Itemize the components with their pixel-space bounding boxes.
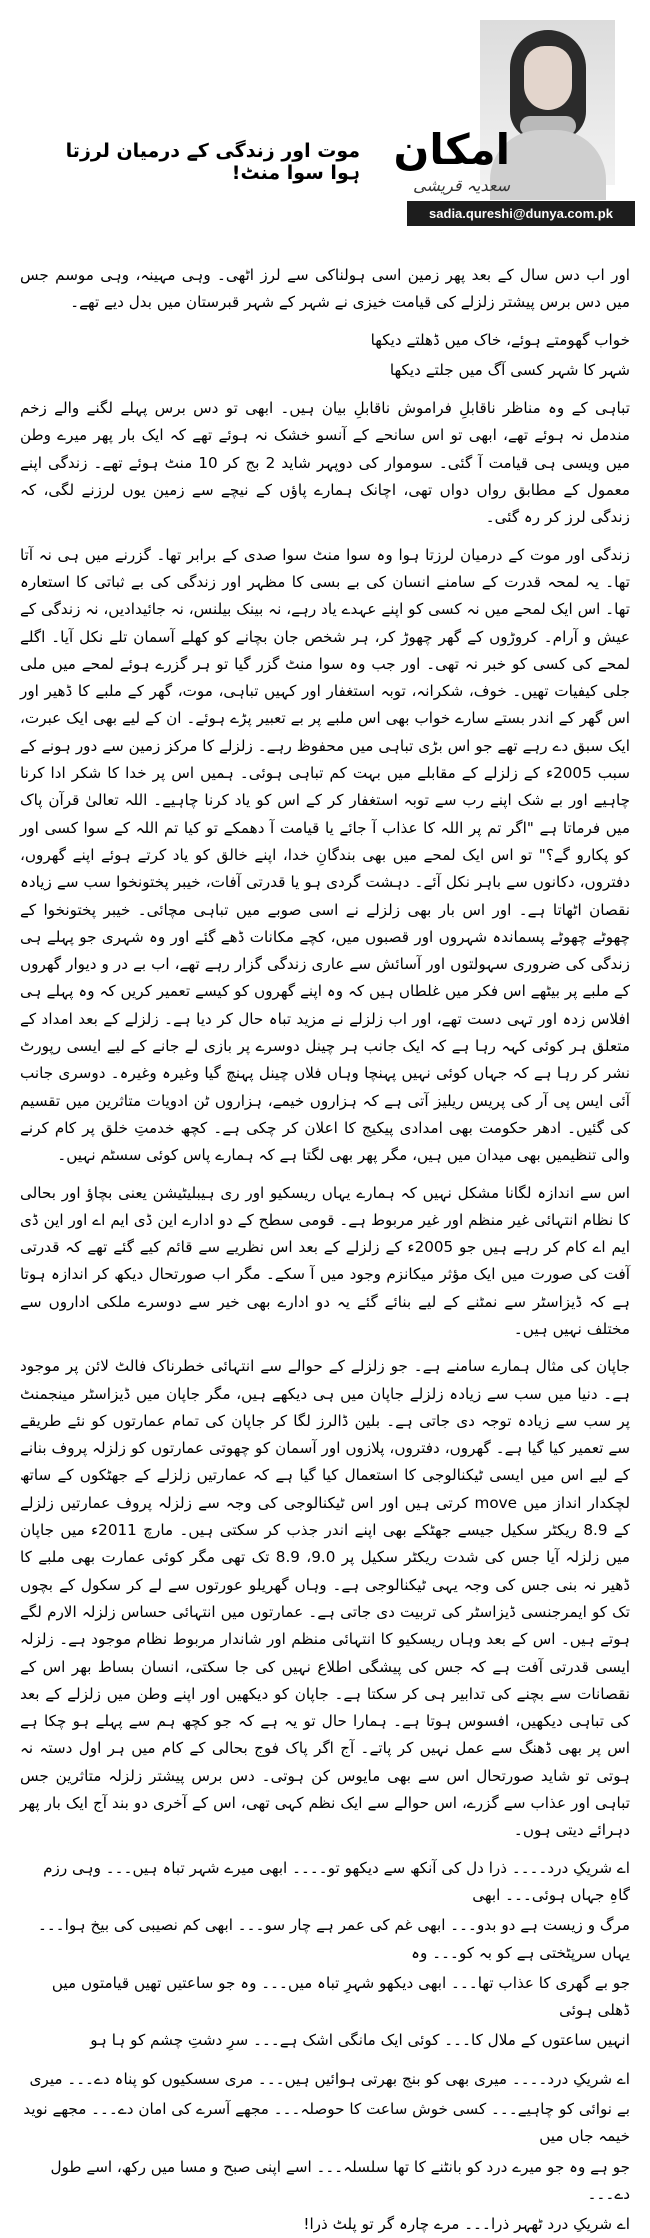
paragraph: اس سے اندازہ لگانا مشکل نہیں کہ ہمارے یہاں ریسکیو اور ری ہیبلیٹیشن یعنی بچاؤ اور بحالی کا نظام انتہائی غیر منظم اور غیر مربوط ہے۔ قومی سطح کے دو ادارے این ڈی ایم اے اور این ڈی ایم اے کام کر رہے ہیں جو 2005ء کے زلزلے کے بعد اس نظریے سے قائم کیے گئے تھے کہ قدرتی آفت کی صورت میں ایک مؤثر میکانزم وجود میں آ سکے۔ مگر اب صورتحال دیکھ کر اندازہ ہوتا ہے کہ ڈیزاسٹر سے نمٹنے کے لیے بنائے گئے یہ دو ادارے بھی خیر سے دوسرے ملکی اداروں سے مختلف نہیں ہیں۔ (20, 1183, 631, 1338)
writer-email[interactable]: sadia.qureshi@dunya.com.pk (407, 201, 635, 226)
column-brand: امکان (393, 125, 510, 174)
poem-stanza (20, 1855, 630, 2055)
paragraph: تباہی کے وہ مناظر ناقابلِ فراموش ناقابلِ بیان ہیں۔ ابھی تو دس برس پہلے لگنے والے زخم مندمل نہ ہوئے تھے، ابھی تو اس سانحے کے آنسو خشک نہ ہوئے تھے کہ ایک بار پھر میرے وطن میں ویسی ہی قیامت آ گئی۔ سوموار کی دوپہر شاید 2 بج کر 10 منٹ ہوئے تھے۔ زندگی اپنے معمول کے مطابق رواں دواں تھی، اچانک ہمارے پاؤں کے نیچے سے زمین یوں لرزنے لگی، کہ زندگی لرز کر رہ گئی۔ (20, 399, 630, 527)
photo-face (524, 46, 572, 110)
verse-line: خواب گھومتے ہوئے، خاک میں ڈھلتے دیکھا (370, 330, 630, 349)
poem-line: اے شریکِ درد۔۔۔۔ میری بھی کو بنج بھرتی ہوائیں ہیں۔۔۔ مری سسکیوں کو پناہ دے۔۔۔ میری (29, 2069, 630, 2088)
paragraph: زندگی اور موت کے درمیان لرزتا ہوا وہ سوا منٹ سوا صدی کے برابر تھا۔ گزرنے میں ہی نہ آتا تھا۔ یہ لمحہ قدرت کے سامنے انسان کی بے بسی کا مظہر اور زندگی کی بے ثباتی کا استعارہ تھا۔ اس ایک لمحے میں نہ کسی کو اپنے عہدے یاد رہے، نہ بینک بیلنس، نہ جائیدادیں، نہ زندگی کے عیش و آرام۔ کروڑوں کے گھر چھوڑ کر، ہر شخص جان بچانے کو کھلے آسمان تلے نکل آیا۔ اگلے لمحے کی کسی کو خبر نہ تھی۔ اور جب وہ سوا منٹ گزر گیا تو ہر گزرے ہوئے لمحے میں ملی جلی کیفیات تھیں۔ خوف، شکرانہ، توبہ استغفار اور کہیں تباہی، موت، گھر کے ملبے کا ڈھیر اور اس گھر کے اندر بستے سارے خواب بھی اس ملبے پر بے تعبیر پڑے ہوئے۔ ان کے لیے بھی ایک عبرت، ایک سبق دے رہے تھے جو اس بڑی تباہی میں محفوظ رہے۔ زلزلے کا مرکز زمین سے دور ہونے کے سبب 2005ء کے زلزلے کے مقابلے میں بہت کم تباہی ہوئی۔ ہمیں اس پر خدا کا شکر ادا کرنا چاہیے اور بے شک اپنے رب سے توبہ استغفار کر کے اس کو یاد کرنا چاہیے۔ اللہ تعالیٰ قرآن پاک میں فرماتا ہے "اگر تم پر اللہ کا عذاب آ جائے یا قیامت آ دھمکے تو کیا تم اللہ کے سوا کسی اور کو پکارو گے؟" تو اس ایک لمحے میں بھی بندگانِ خدا، اپنے خالق کو یاد کرتے ہوئے اپنے گھروں، دفتروں، دکانوں سے باہر نکل آئے۔ دہشت گردی ہو یا قدرتی آفات، خیبر پختونخوا سب سے زیادہ نقصان اٹھاتا ہے۔ اور اس بار بھی زلزلے نے اسی صوبے میں تباہی مچائی۔ خیبر پختونخوا کے چھوٹے چھوٹے پسماندہ شہروں اور قصبوں میں، کچے مکانات ڈھے گئے اور وہ شہری جو پہلے ہی زندگی کی ضروری سہولتوں اور آسائش سے عاری زندگی گزار رہے تھے، اب بے در و دیوار گھروں کے ملبے پر بیٹھے اس فکر میں غلطاں ہیں کہ وہ اپنے گھروں کو کیسے تعمیر کریں کہ وہ پہلے ہی افلاس زدہ اور تہی دست تھے، اور اب زلزلے نے مزید تباہ حال کر دیا ہے۔ زلزلے کے بعد امداد کے متعلق ہر کوئی کہہ رہا ہے کہ ایک جانب ہر چینل دوسرے پر بازی لے جانے کے لیے ایسی رپورٹ نشر کر رہا ہے کہ جہاں کوئی نہیں پہنچا وہاں فلاں چینل پہنچ گیا وغیرہ وغیرہ۔ دوسری جانب آئی ایس پی آر کی پریس ریلیز آتی ہے کہ ہزاروں خیمے، ہزاروں ٹن ادویات متاثرین میں تقسیم کی گئیں۔ ادھر حکومت بھی امدادی پیکیج کا اعلان کر چکی ہے۔ کچھ خدمتِ خلق پر کام کرنے والی تنظیمیں بھی میدان میں ہیں، مگر پھر بھی لگتا ہے کہ ہمارے پاس کوئی سسٹم نہیں۔ (20, 545, 630, 1165)
verse-couplet (20, 327, 630, 385)
poem-line: جو ہے وہ جو میرے درد کو بانٹنے کا تھا سلسلہ۔۔۔ اسے اپنی صبح و مسا میں رکھ، اسے طول دے۔۔۔ (50, 2157, 630, 2203)
column-header (0, 0, 650, 240)
writer-name: سعدیہ قریشی (413, 176, 510, 195)
paragraph: اور اب دس سال کے بعد پھر زمین اسی ہولناکی سے لرز اٹھی۔ وہی مہینہ، وہی موسم جس میں دس برس پیشتر زلزلے کی قیامت خیزی نے شہر کے شہر قبرستان میں بدل دیے تھے۔ (20, 266, 630, 312)
poem-line: اے شریکِ درد ٹھہر ذرا۔۔۔ مرے چارہ گر تو پلٹ ذرا! (303, 2215, 630, 2234)
article-body (20, 262, 631, 2234)
column-headline: موت اور زندگی کے درمیان لرزتا ہوا سوا منٹ! (65, 140, 360, 184)
verse-line: شہر کا شہر کسی آگ میں جلتے دیکھا (389, 360, 630, 379)
poem-line: اے شریکِ درد۔۔۔۔ ذرا دل کی آنکھ سے دیکھو تو۔۔۔۔ ابھی میرے شہر تباہ ہیں۔۔۔ وہی رزم گاہِ جہاں ہوئی۔۔۔ ابھی (43, 1858, 630, 1904)
poem-line: جو بے گھری کا عذاب تھا۔۔۔ ابھی دیکھو شہرِ تباہ میں۔۔۔ وہ جو ساعتیں تھیں قیامتوں میں ڈھلی ہوئی (51, 1973, 630, 2020)
poem-line: انہیں ساعتوں کے ملال کا۔۔۔ کوئی ایک مانگی اشک ہے۔۔۔ سرِ دشتِ چشم کو ہا ہو (90, 2031, 630, 2050)
poem-stanza (20, 2066, 630, 2238)
poem-line: مرگ و زیست ہے دو بدو۔۔۔ ابھی غم کی عمر ہے چار سو۔۔۔ ابھی کم نصیبی کی بیخ ہوا۔۔۔ یہاں سرپٹختی ہے کو بہ کو۔۔۔ وہ (37, 1916, 630, 1962)
poem-line: بے نوائی کو چاہیے۔۔۔ کسی خوش ساعت کا حوصلہ۔۔۔ مجھے آسرے کی امان دے۔۔۔ مجھے نوید خیمہ جاں میں (23, 2100, 630, 2146)
paragraph: جاپان کی مثال ہمارے سامنے ہے۔ جو زلزلے کے حوالے سے انتہائی خطرناک فالٹ لائن پر موجود ہے۔ دنیا میں سب سے زیادہ زلزلے جاپان میں ہی دیکھے ہیں، مگر جاپان میں ڈیزاسٹر مینجمنٹ پر سب سے زیادہ توجہ دی جاتی ہے۔ بلین ڈالرز لگا کر جاپان کی تمام عمارتوں کو نئے طریقے سے تعمیر کیا گیا ہے۔ گھروں، دفتروں، پلازوں اور آسمان کو چھوتی عمارتوں کو زلزلہ پروف بنانے کے لیے اس میں ایسی ٹیکنالوجی کا استعمال کیا گیا ہے کہ عمارتیں زلزلے کے جھٹکوں کے ساتھ لچکدار انداز میں move کرتی ہیں اور اس ٹیکنالوجی کی وجہ سے زلزلہ پروف عمارتیں زلزلے کے 8.9 ریکٹر سکیل جیسے جھٹکے بھی اپنے اندر جذب کر سکتی ہیں۔ مارچ 2011ء میں جاپان میں زلزلہ آیا جس کی شدت ریکٹر سکیل پر 9.0، 8.9 تک تھی مگر کوئی عمارت بھی ملبے کا ڈھیر نہ بنی جس کی وجہ یہی ٹیکنالوجی ہے۔ وہاں گھریلو عورتوں سے لے کر سکول کے بچوں تک کو ایمرجنسی ڈیزاسٹر کی تربیت دی جاتی ہے۔ عمارتوں میں انتہائی حساس زلزلہ الارم لگے ہوتے ہیں۔ اس کے بعد وہاں ریسکیو کا انتہائی منظم اور شاندار مربوط نظام موجود ہے۔ زلزلہ ایسی قدرتی آفت ہے کہ جس کی پیشگی اطلاع نہیں کی جا سکتی، انسان بساط بھر اس کے نقصانات سے بچنے کی تدابیر ہی کر سکتا ہے۔ جاپان کو دیکھیں اور اپنے وطن میں زلزلے کے بعد کی تباہی دیکھیں، افسوس ہوتا ہے۔ ہمارا حال تو یہ ہے کہ جو کچھ ہم سے پہلے ہو چکا ہے اس پر بھی ڈھنگ سے عمل نہیں کر پاتے۔ آج اگر پاک فوج بحالی کے کام میں ہر اول دستہ نہ ہوتی تو شاید صورتحال اس سے بھی مایوس کن ہوتی۔ دس برس پیشتر زلزلہ متاثرین جس تباہی اور عذاب سے گزرے، اس حوالے سے ایک نظم کہی تھی، اس کے آخری دو بند آج ایک بار پھر دہرائے دیتی ہوں۔ (20, 1357, 630, 1840)
